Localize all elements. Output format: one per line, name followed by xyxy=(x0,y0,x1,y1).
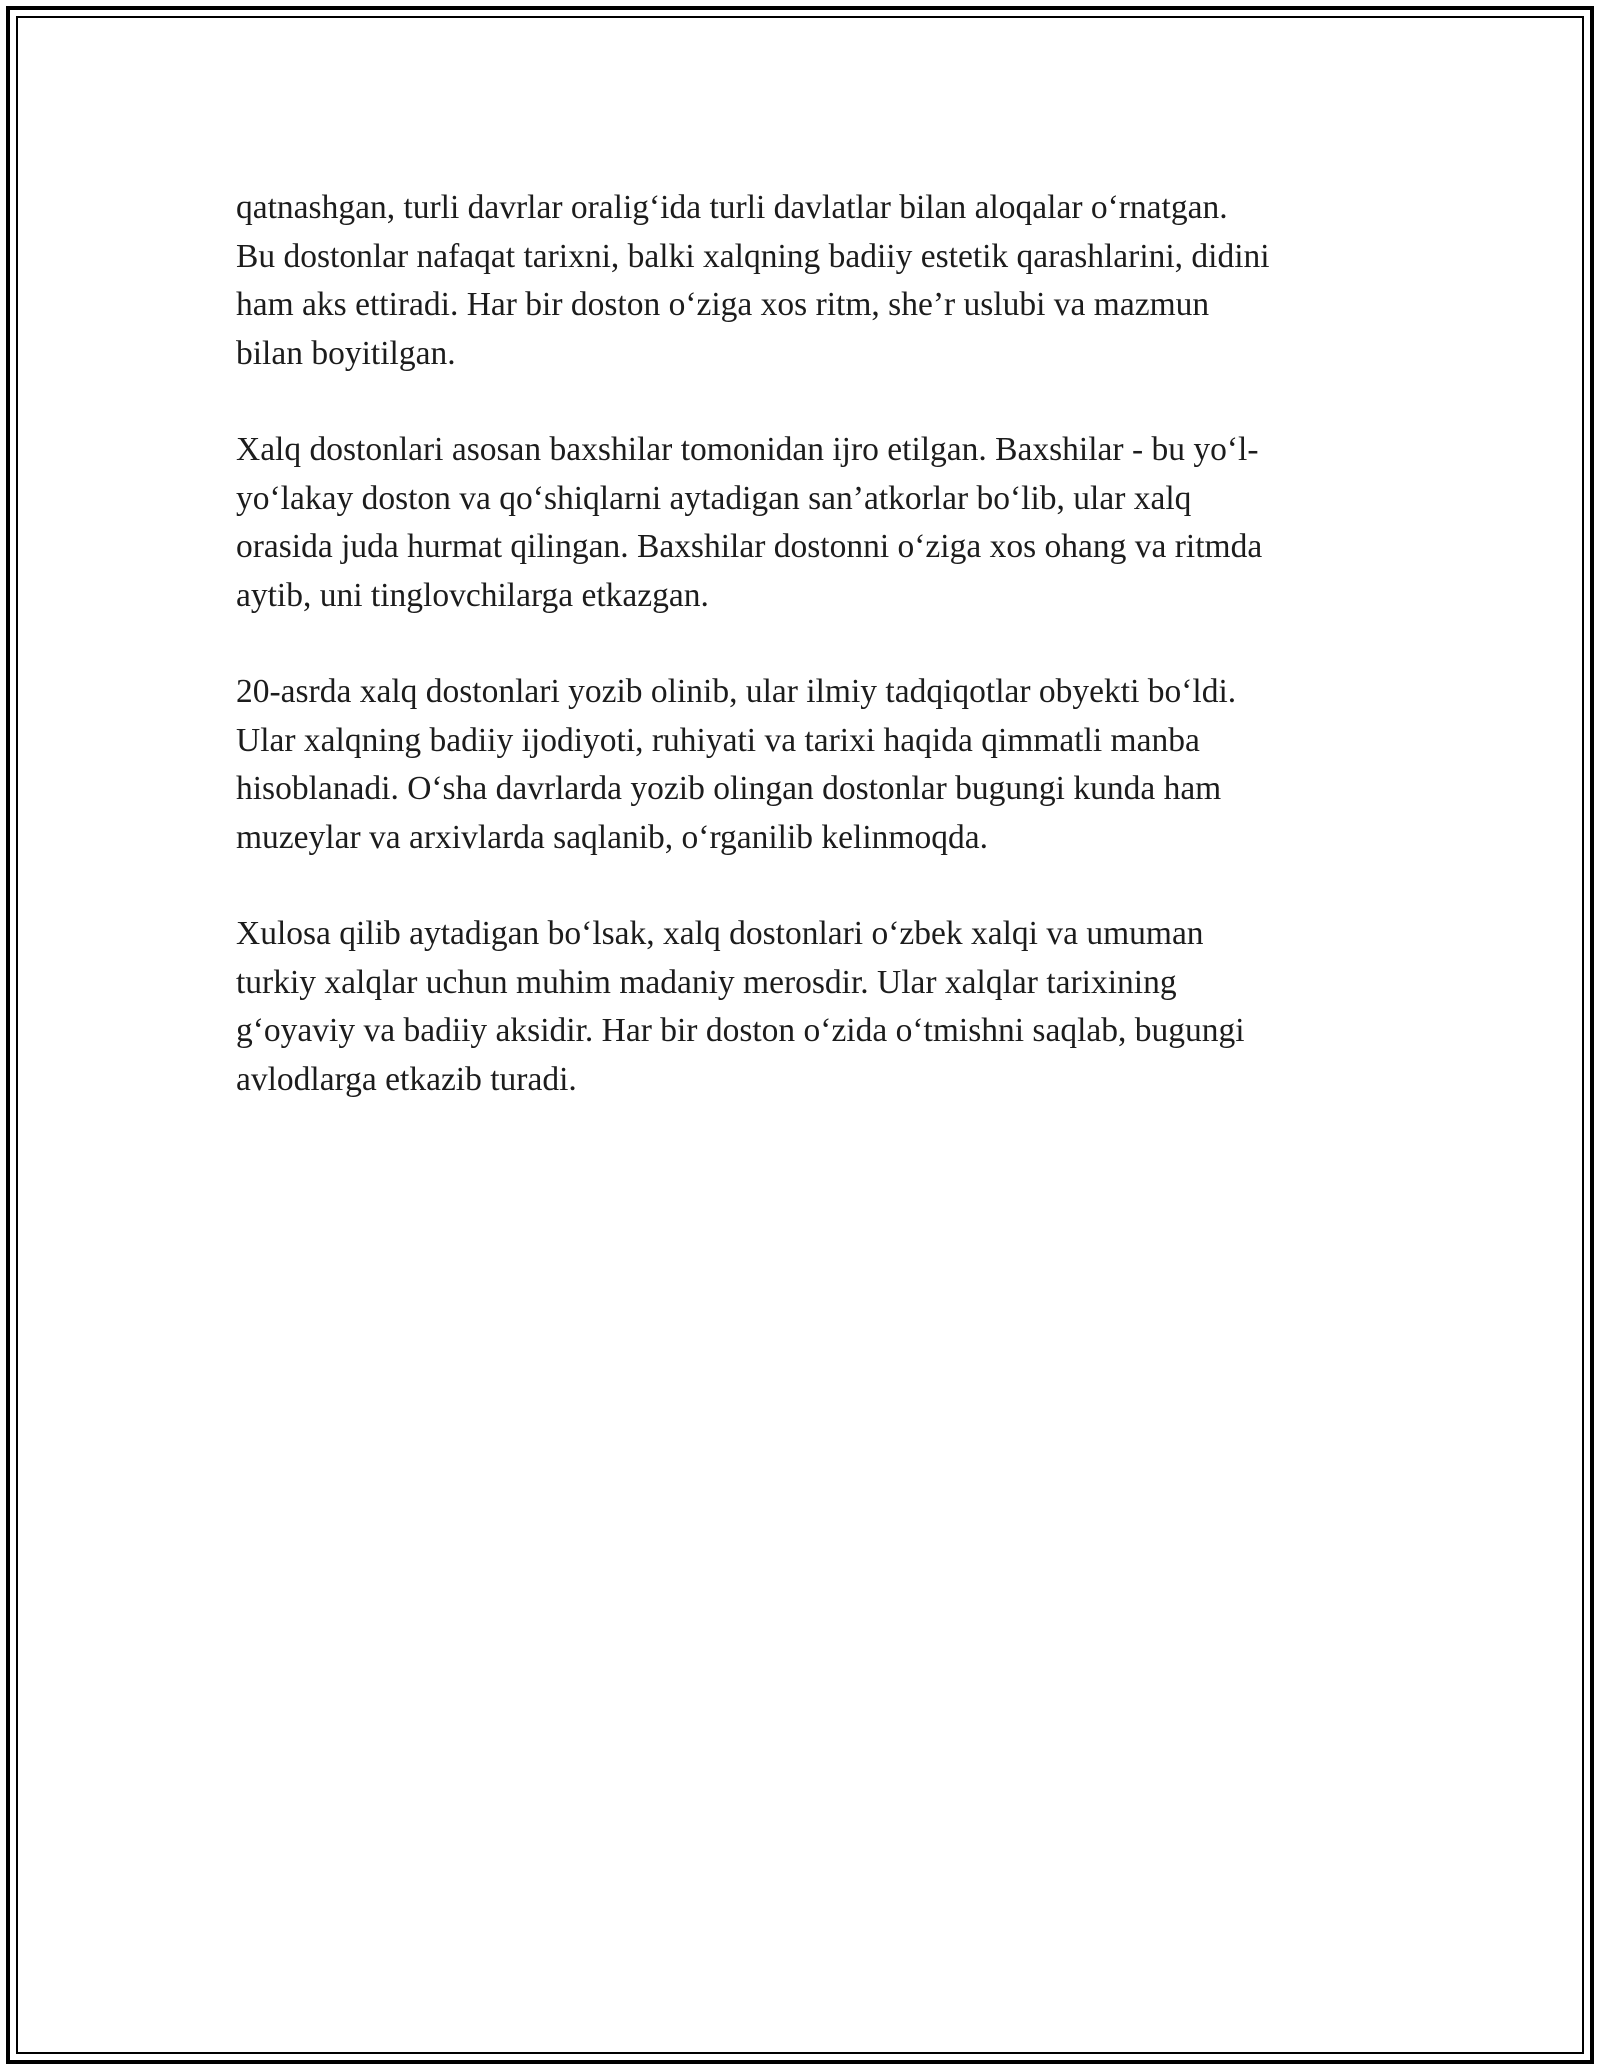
text-line: muzeylar va arxivlarda saqlanib, o‘rganilib kelinmoqda. xyxy=(236,818,988,856)
text-line: Xulosa qilib aytadigan bo‘lsak, xalq dostonlari o‘zbek xalqi va umuman xyxy=(236,915,1204,952)
paragraph-3 xyxy=(236,668,1416,862)
paragraph-1 xyxy=(236,184,1416,378)
text-line: ham aks ettiradi. Har bir doston o‘ziga xos ritm, she’r uslubi va mazmun xyxy=(236,286,1210,323)
text-line: yo‘lakay doston va qo‘shiqlarni aytadigan san’atkorlar bo‘lib, ular xalq xyxy=(236,479,1192,517)
text-line: 20-asrda xalq dostonlari yozib olinib, ular ilmiy tadqiqotlar obyekti bo‘ldi. xyxy=(236,673,1237,710)
text-line: orasida juda hurmat qilingan. Baxshilar dostonni o‘ziga xos ohang va ritmda xyxy=(236,528,1263,565)
text-line: aytib, uni tinglovchilarga etkazgan. xyxy=(236,576,709,614)
document-body xyxy=(236,184,1416,1152)
text-line: avlodlarga etkazib turadi. xyxy=(236,1060,577,1098)
text-line: g‘oyaviy va badiiy aksidir. Har bir doston o‘zida o‘tmishni saqlab, bugungi xyxy=(236,1012,1245,1049)
text-line: bilan boyitilgan. xyxy=(236,334,456,372)
text-line: Ular xalqning badiiy ijodiyoti, ruhiyati va tarixi haqida qimmatli manba xyxy=(236,721,1200,759)
paragraph-2 xyxy=(236,426,1416,620)
text-line: turkiy xalqlar uchun muhim madaniy merosdir. Ular xalqlar tarixining xyxy=(236,963,1177,1001)
text-line: hisoblanadi. O‘sha davrlarda yozib olingan dostonlar bugungi kunda ham xyxy=(236,770,1222,807)
text-line: Xalq dostonlari asosan baxshilar tomonidan ijro etilgan. Baxshilar - bu yo‘l- xyxy=(236,431,1259,468)
text-line: qatnashgan, turli davrlar oralig‘ida turli davlatlar bilan aloqalar o‘rnatgan. xyxy=(236,189,1228,226)
paragraph-4 xyxy=(236,910,1416,1104)
text-line: Bu dostonlar nafaqat tarixni, balki xalqning badiiy estetik qarashlarini, didini xyxy=(236,237,1270,275)
